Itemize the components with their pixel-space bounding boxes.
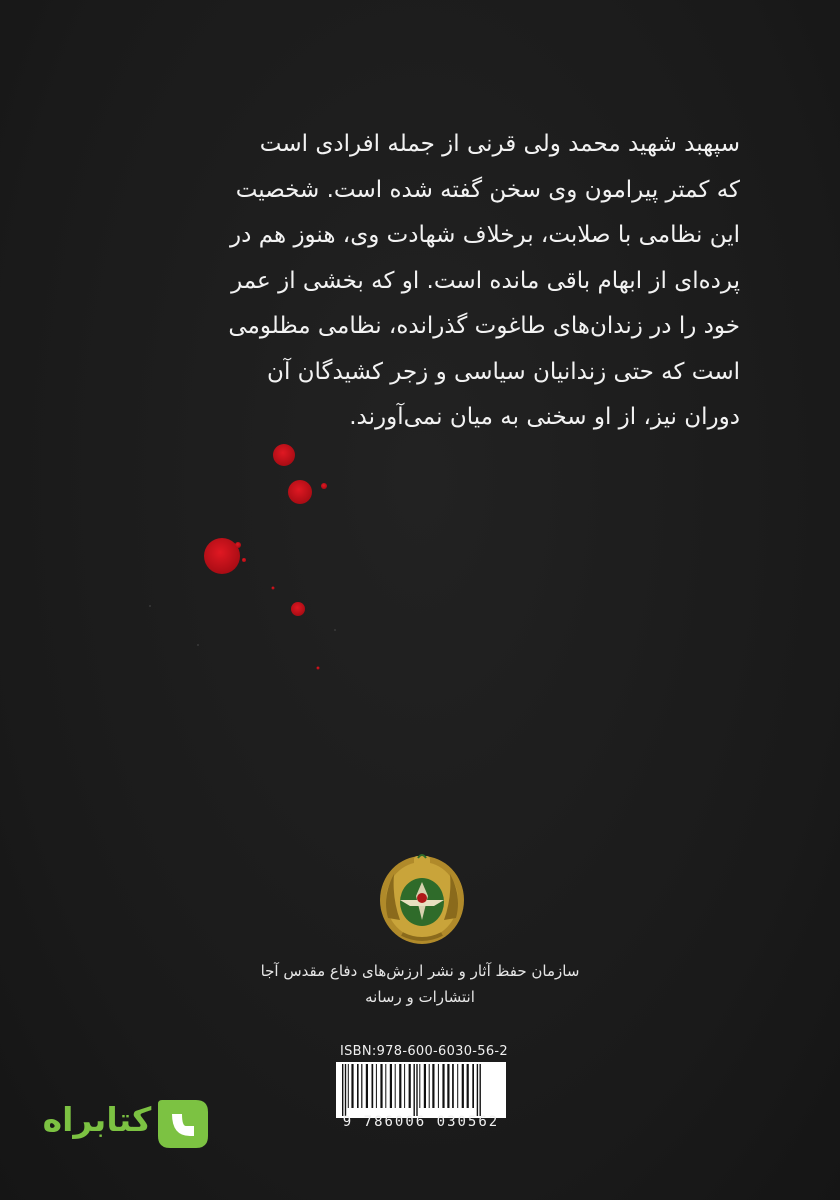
barcode-bar xyxy=(376,1064,377,1108)
barcode-bar xyxy=(480,1064,481,1116)
blurb-line: دوران نیز، از او سخنی به میان نمی‌آورند. xyxy=(349,404,740,430)
barcode-bar xyxy=(372,1064,374,1108)
ketabrah-logo-icon xyxy=(152,1092,214,1154)
barcode-bar xyxy=(366,1064,368,1108)
blurb-line: سپهبد شهید محمد ولی قرنی از جمله افرادی است xyxy=(259,131,740,157)
barcode-bar xyxy=(432,1064,434,1108)
barcode-bar xyxy=(380,1064,382,1108)
barcode-bar xyxy=(414,1064,415,1116)
barcode-bar xyxy=(357,1064,359,1108)
army-emblem-icon xyxy=(374,848,470,948)
blurb-line: این نظامی با صلابت، برخلاف شهادت وی، هنوز هم در xyxy=(230,222,740,248)
blood-speck xyxy=(197,644,199,646)
barcode-bar xyxy=(390,1064,392,1108)
blurb-line: که کمتر پیرامون وی سخن گفته شده است. شخصیت xyxy=(235,176,740,203)
barcode-bar xyxy=(424,1064,426,1108)
blood-speck xyxy=(149,605,151,607)
blood-drop xyxy=(288,480,312,504)
barcode-bar xyxy=(361,1064,362,1108)
barcode-bar xyxy=(342,1064,343,1116)
barcode-bar xyxy=(429,1064,430,1108)
barcode-bar xyxy=(345,1064,346,1116)
publisher-name: سازمان حفظ آثار و نشر ارزش‌های دفاع مقدس آجا xyxy=(260,962,580,980)
barcode-bar xyxy=(447,1064,449,1108)
blood-drop xyxy=(273,444,295,466)
blood-drop xyxy=(272,587,275,590)
barcode-bar xyxy=(348,1064,349,1108)
barcode-bar xyxy=(442,1064,444,1108)
barcode-bar xyxy=(472,1064,474,1108)
blurb-line: خود را در زندان‌های طاغوت گذرانده، نظامی مظلومی xyxy=(228,313,740,339)
barcode-bar xyxy=(462,1064,464,1108)
barcode-bar xyxy=(385,1064,386,1108)
barcode-bar xyxy=(419,1064,420,1108)
blurb-line: پرده‌ای از ابهام باقی مانده است. او که بخشی از عمر xyxy=(231,267,740,294)
blood-drop xyxy=(291,602,305,616)
blurb-line: است که حتی زندانیان سیاسی و زجر کشیدگان آن xyxy=(267,358,740,385)
barcode-bar xyxy=(351,1064,353,1108)
barcode-bar xyxy=(457,1064,458,1108)
isbn-label: ISBN:978-600-6030-56-2 xyxy=(340,1044,508,1059)
barcode-bar xyxy=(416,1064,417,1116)
blood-speck xyxy=(334,629,336,631)
barcode-bar xyxy=(467,1064,469,1108)
barcode-bar xyxy=(409,1064,411,1108)
barcode xyxy=(336,1062,506,1118)
barcode-bar xyxy=(404,1064,405,1108)
blood-drop xyxy=(235,542,241,548)
blood-drop xyxy=(317,667,320,670)
blood-drop xyxy=(321,483,327,489)
blood-drop xyxy=(204,538,240,574)
barcode-bar xyxy=(438,1064,439,1108)
blood-drop xyxy=(242,558,246,562)
barcode-bar xyxy=(395,1064,396,1108)
barcode-bar xyxy=(477,1064,478,1116)
barcode-bar xyxy=(399,1064,401,1108)
barcode-bar xyxy=(452,1064,454,1108)
ketabrah-watermark: کتابراه xyxy=(42,1100,152,1139)
publisher-subtitle: انتشارات و رسانه xyxy=(365,988,475,1006)
barcode-digits: 9 786006 030562 xyxy=(342,1114,500,1130)
